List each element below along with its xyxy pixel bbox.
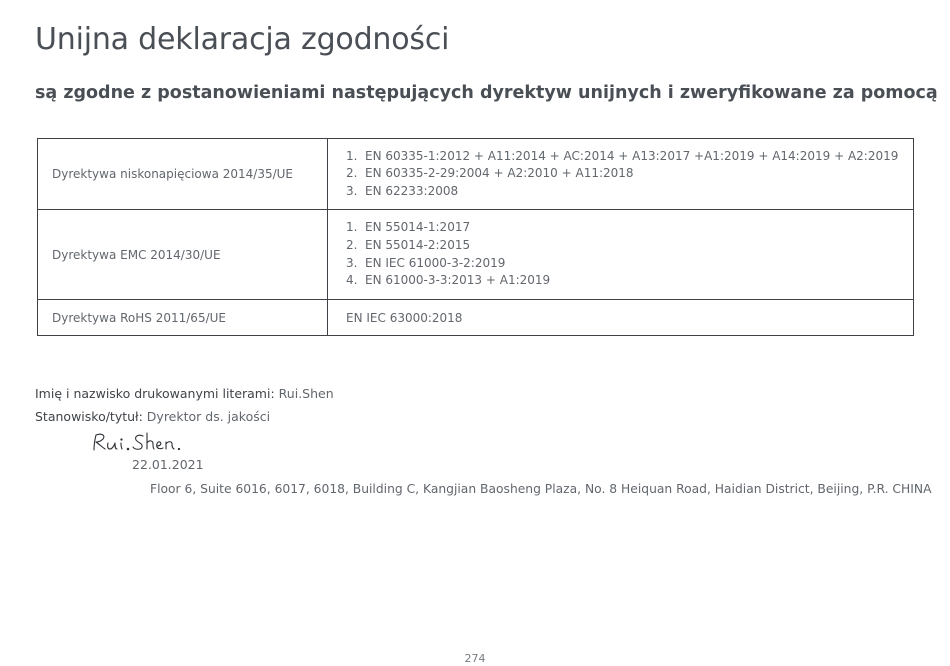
standard-number: 1.	[346, 148, 358, 163]
standards-list	[346, 148, 913, 201]
table-row	[38, 210, 914, 300]
standards-list	[346, 219, 913, 289]
standard-text: EN 62233:2008	[365, 183, 459, 198]
page-number: 274	[464, 652, 486, 665]
standard-number: 4.	[346, 273, 358, 288]
standard-text: EN IEC 61000-3-2:2019	[365, 255, 506, 270]
standard-number: 2.	[346, 237, 358, 252]
table-row	[38, 139, 914, 210]
standard-item	[346, 183, 913, 201]
printed-name-line	[35, 385, 334, 403]
table-row	[38, 300, 914, 336]
handwritten-signature	[90, 428, 200, 458]
page-subtitle: są zgodne z postanowieniami następujących dyrektyw unijnych i zweryfikowane za pomocą	[35, 83, 938, 103]
standard-item	[346, 255, 913, 273]
standard-text: EN 60335-1:2012 + A11:2014 + AC:2014 + A13:2017 +A1:2019 + A14:2019 + A2:2019	[365, 148, 899, 163]
position-value: Dyrektor ds. jakości	[146, 409, 271, 424]
standard-single: EN IEC 63000:2018	[328, 300, 914, 336]
page-title: Unijna deklaracja zgodności	[35, 22, 450, 57]
standard-number: 3.	[346, 255, 358, 270]
printed-name-value: Rui.Shen	[278, 386, 334, 401]
standard-text: EN 55014-2:2015	[365, 237, 471, 252]
company-address: Floor 6, Suite 6016, 6017, 6018, Building C, Kangjian Baosheng Plaza, No. 8 Heiquan Road, Haidian District, Beijing, P.R. CHINA	[150, 482, 932, 496]
standard-item	[346, 219, 913, 237]
standard-item	[346, 237, 913, 255]
standards-cell	[328, 210, 914, 300]
standard-text: EN 60335-2-29:2004 + A2:2010 + A11:2018	[365, 166, 634, 181]
standard-item	[346, 165, 913, 183]
standard-number: 2.	[346, 166, 358, 181]
standard-text: EN 55014-1:2017	[365, 220, 471, 235]
directive-name: Dyrektywa niskonapięciowa 2014/35/UE	[38, 139, 328, 210]
printed-name-label: Imię i nazwisko drukowanymi literami:	[35, 386, 275, 401]
standard-number: 1.	[346, 220, 358, 235]
standard-number: 3.	[346, 183, 358, 198]
signature-date: 22.01.2021	[132, 457, 204, 472]
position-label: Stanowisko/tytuł:	[35, 409, 143, 424]
standard-item	[346, 148, 913, 166]
directive-name: Dyrektywa EMC 2014/30/UE	[38, 210, 328, 300]
standards-cell	[328, 139, 914, 210]
standard-item	[346, 272, 913, 290]
directive-name: Dyrektywa RoHS 2011/65/UE	[38, 300, 328, 336]
position-line	[35, 408, 270, 426]
standard-text: EN 61000-3-3:2013 + A1:2019	[365, 273, 551, 288]
directives-table	[37, 138, 914, 336]
